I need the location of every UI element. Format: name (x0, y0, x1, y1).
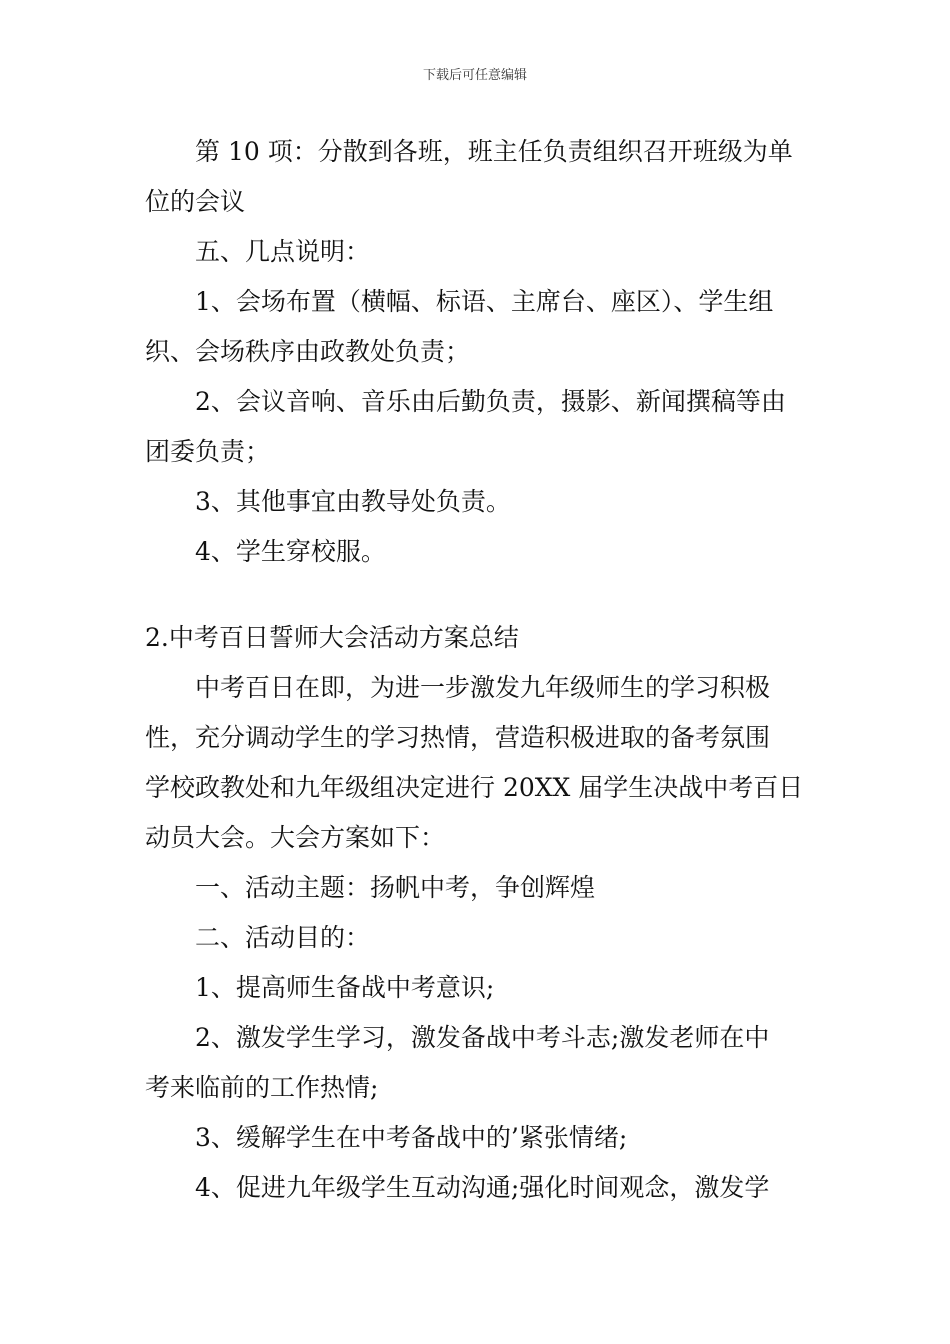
text-line: 4、促进九年级学生互动沟通;强化时间观念，激发学 (195, 1173, 770, 1202)
section-heading: 二、活动目的： (195, 923, 371, 952)
text-line: 第 10 项：分散到各班，班主任负责组织召开班级为单 (195, 137, 793, 166)
text-line: 织、会场秩序由政教处负责； (145, 337, 471, 366)
section-heading: 五、几点说明： (195, 237, 371, 266)
text-line: 2、会议音响、音乐由后勤负责，摄影、新闻撰稿等由 (195, 387, 786, 416)
text-line: 1、提高师生备战中考意识; (195, 973, 495, 1002)
document-title: 2.中考百日誓师大会活动方案总结 (145, 623, 519, 652)
text-line: 1、会场布置（横幅、标语、主席台、座区）、学生组 (195, 287, 774, 316)
text-line: 2、激发学生学习，激发备战中考斗志;激发老师在中 (195, 1023, 770, 1052)
text-line: 中考百日在即，为进一步激发九年级师生的学习积极 (195, 673, 771, 702)
text-line: 位的会议 (145, 187, 246, 216)
text-line: 4、学生穿校服。 (195, 537, 386, 566)
paragraph-gap (145, 577, 807, 613)
text-line: 学校政教处和九年级组决定进行 20XX 届学生决战中考百日 (145, 773, 804, 802)
text-line: 3、其他事宜由教导处负责。 (195, 487, 511, 516)
page-header: 下载后可任意编辑 (422, 68, 527, 83)
section-heading: 一、活动主题：扬帆中考，争创辉煌 (195, 873, 596, 902)
text-line: 考来临前的工作热情; (145, 1073, 379, 1102)
document-body (145, 127, 807, 1213)
text-line: 3、缓解学生在中考备战中的’紧张情绪; (195, 1123, 628, 1152)
text-line: 性，充分调动学生的学习热情，营造积极进取的备考氛围 (145, 723, 771, 752)
text-line: 动员大会。大会方案如下： (145, 823, 446, 852)
text-line: 团委负责； (145, 437, 271, 466)
